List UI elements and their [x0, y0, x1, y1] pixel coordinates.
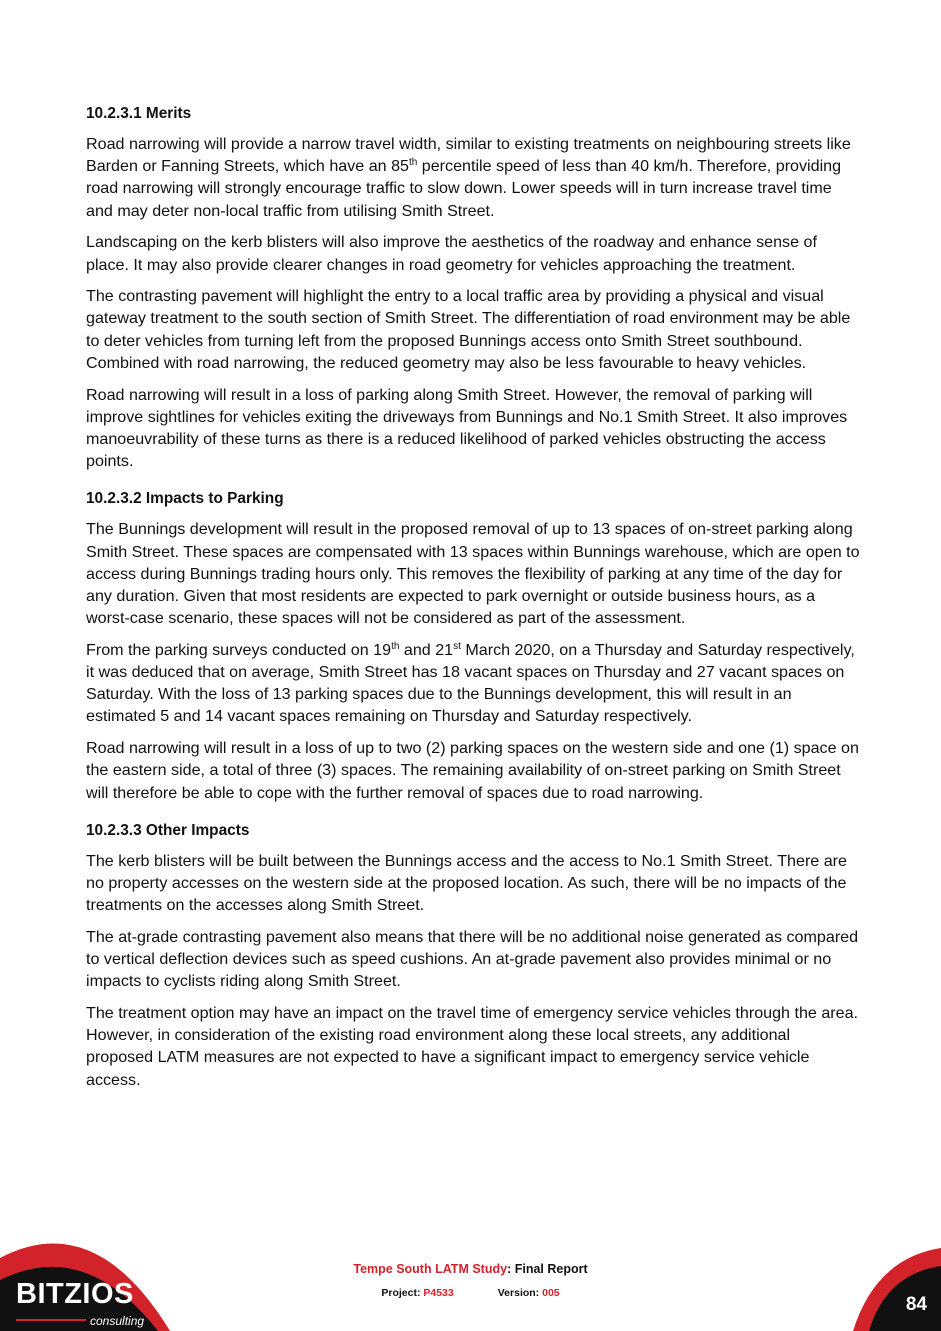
- report-meta: Project: P4533 Version: 005: [381, 1287, 560, 1299]
- paragraph: Road narrowing will provide a narrow travel width, similar to existing treatments on neighbouring streets like Barden or Fanning Streets, which have an 85th percentile speed of less than 40 km/h. Therefore, providing road narrowing will strongly encourage traffic to slow down. Lower speeds will in turn increase travel time and may deter non-local traffic from utilising Smith Street.: [86, 135, 851, 220]
- section-heading-merits: 10.2.3.1 Merits: [86, 105, 192, 122]
- page-content: [86, 103, 861, 1100]
- company-logo-sub: consulting: [90, 1314, 145, 1328]
- paragraph: Landscaping on the kerb blisters will also improve the aesthetics of the roadway and enhance sense of place. It may also provide clearer changes in road geometry for vehicles approaching the treatment.: [86, 233, 817, 274]
- page-number: 84: [905, 1294, 927, 1315]
- report-title: Tempe South LATM Study: Final Report: [353, 1262, 588, 1276]
- paragraph: Road narrowing will result in a loss of parking along Smith Street. However, the removal of parking will improve sightlines for vehicles exiting the driveways from Bunnings and No.1 Smith Street. It also improves manoeuvrability of these turns as there is a reduced likelihood of parked vehicles obstructing the access points.: [86, 385, 848, 471]
- paragraph: Road narrowing will result in a loss of up to two (2) parking spaces on the western side and one (1) space on the eastern side, a total of three (3) spaces. The remaining availability of on-street parking on Smith Street will therefore be able to cope with the further removal of spaces due to road narrowing.: [86, 739, 859, 802]
- paragraph: The at-grade contrasting pavement also means that there will be no additional noise generated as compared to vertical deflection devices such as speed cushions. An at-grade pavement also provides minimal or no impacts to cyclists riding along Smith Street.: [86, 927, 859, 991]
- paragraph: The treatment option may have an impact on the travel time of emergency service vehicles through the area. However, in consideration of the existing road environment along these local streets, any additional proposed LATM measures are not expected to have a significant impact to emergency service vehicle access.: [86, 1004, 859, 1089]
- page-footer: [0, 1228, 941, 1331]
- section-heading-parking: 10.2.3.2 Impacts to Parking: [86, 490, 284, 508]
- logo-divider: [16, 1319, 86, 1321]
- paragraph: From the parking surveys conducted on 19th and 21st March 2020, on a Thursday and Saturday respectively, it was deduced that on average, Smith Street has 18 vacant spaces on Thursday and 27 vacant spaces on Saturday. With the loss of 13 parking spaces due to the Bunnings development, this will result in an estimated 5 and 14 vacant spaces remaining on Thursday and Saturday respectively.: [86, 640, 855, 726]
- section-heading-other-impacts: 10.2.3.3 Other Impacts: [86, 821, 250, 839]
- paragraph: The contrasting pavement will highlight the entry to a local traffic area by providing a physical and visual gateway treatment to the south section of Smith Street. The differentiation of road environment may be able to deter vehicles from turning left from the proposed Bunnings access onto Smith Street southbound. Combined with road narrowing, the reduced geometry may also be less favourable to heavy vehicles.: [86, 287, 851, 372]
- company-logo: BITZIOS: [16, 1278, 134, 1310]
- paragraph: The Bunnings development will result in the proposed removal of up to 13 spaces of on-street parking along Smith Street. These spaces are compensated with 13 spaces within Bunnings warehouse, which are open to access during Bunnings trading hours only. This removes the flexibility of parking at any time of the day for any duration. Given that most residents are expected to park overnight or outside business hours, as a worst-case scenario, these spaces will not be considered as part of the assessment.: [86, 520, 860, 628]
- paragraph: The kerb blisters will be built between the Bunnings access and the access to No.1 Smith Street. There are no property accesses on the western side at the proposed location. As such, there will be no impacts of the treatments on the accesses along Smith Street.: [86, 851, 847, 915]
